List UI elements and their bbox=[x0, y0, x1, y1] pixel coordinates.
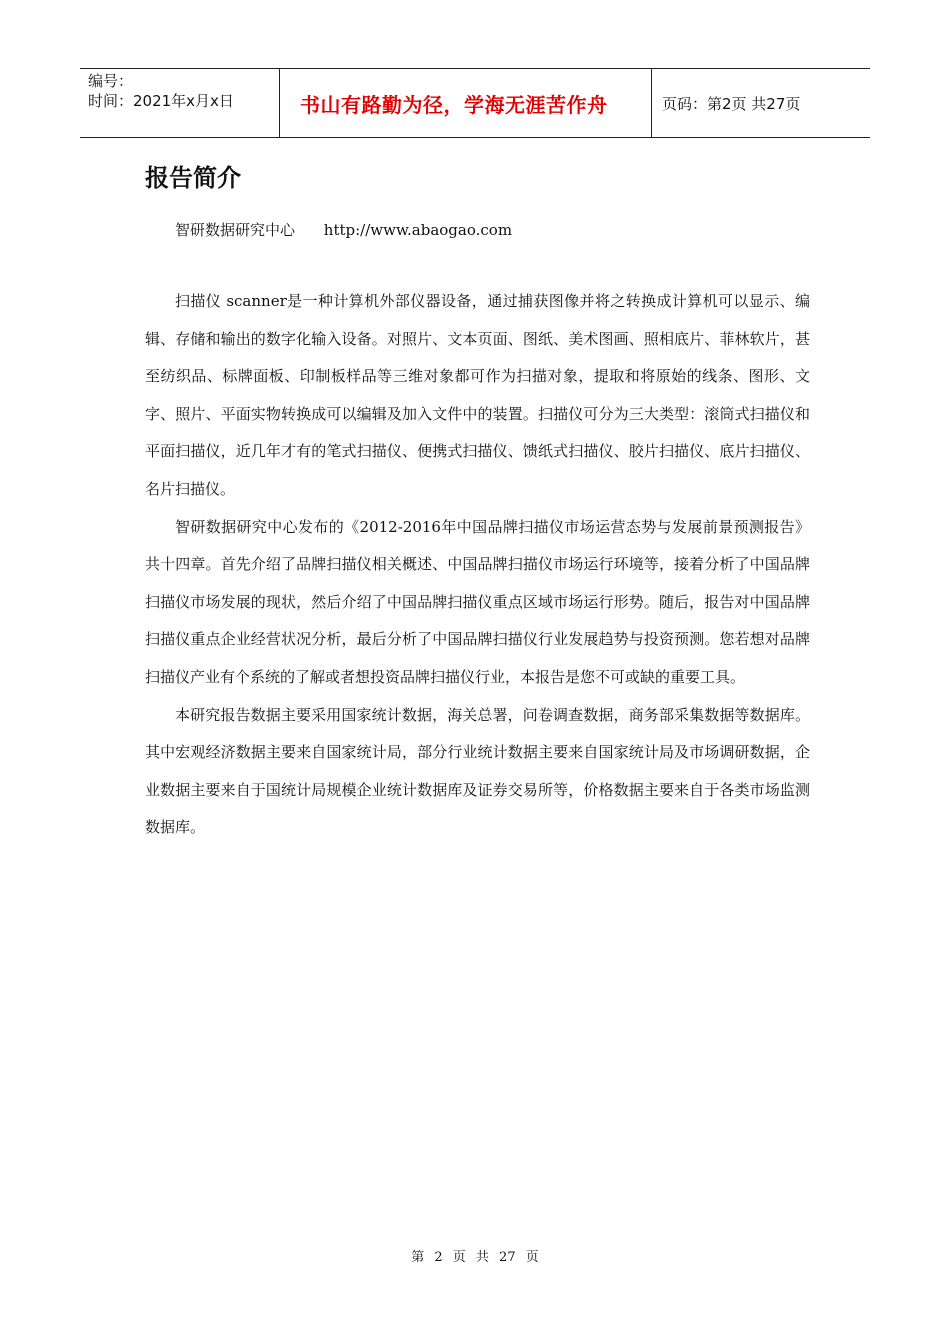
paragraph: 智研数据研究中心发布的《2012-2016年中国品牌扫描仪市场运营态势与发展前景预测报告》共十四章。首先介绍了品牌扫描仪相关概述、中国品牌扫描仪市场运行环境等，接着分析了中国品牌扫描仪市场发展的现状，然后介绍了中国品牌扫描仪重点区域市场运行形势。随后，报告对中国品牌扫描仪重点企业经营状况分析，最后分析了中国品牌扫描仪行业发展趋势与投资预测。您若想对品牌扫描仪产业有个系统的了解或者想投资品牌扫描仪行业，本报告是您不可或缺的重要工具。 bbox=[145, 517, 810, 686]
page-footer: 第 2 页 共 27 页 bbox=[411, 1250, 539, 1265]
paragraph: 本研究报告数据主要采用国家统计数据，海关总署，问卷调查数据，商务部采集数据等数据库。其中宏观经济数据主要来自国家统计局，部分行业统计数据主要来自国家统计局及市场调研数据，企业数据主要来自于国统计局规模企业统计数据库及证券交易所等，价格数据主要来自于各类市场监测数据库。 bbox=[145, 705, 810, 837]
source-org: 智研数据研究中心 bbox=[175, 221, 296, 239]
paragraph: 扫描仪 scanner是一种计算机外部仪器设备，通过捕获图像并将之转换成计算机可以显示、编辑、存储和输出的数字化输入设备。对照片、文本页面、图纸、美术图画、照相底片、菲林软片，甚至纺织品、标牌面板、印制板样品等三维对象都可作为扫描对象，提取和将原始的线条、图形、文字、照片、平面实物转换成可以编辑及加入文件中的装置。扫描仪可分为三大类型：滚筒式扫描仪和平面扫描仪，近几年才有的笔式扫描仪、便携式扫描仪、馈纸式扫描仪、胶片扫描仪、底片扫描仪、名片扫描仪。 bbox=[145, 292, 810, 498]
header-page-info: 页码：第2页 共27页 bbox=[662, 94, 801, 113]
header-meta bbox=[80, 69, 280, 137]
number-label: 编号： bbox=[88, 72, 134, 90]
document-title: 报告简介 bbox=[145, 164, 241, 192]
source-url: http://www.abaogao.com bbox=[323, 221, 513, 239]
time-label: 时间：2021年x月x日 bbox=[88, 92, 234, 110]
document-body bbox=[145, 283, 810, 847]
source-line bbox=[175, 219, 512, 240]
header-motto: 书山有路勤为径，学海无涯苦作舟 bbox=[280, 69, 652, 137]
page-header bbox=[80, 68, 870, 138]
